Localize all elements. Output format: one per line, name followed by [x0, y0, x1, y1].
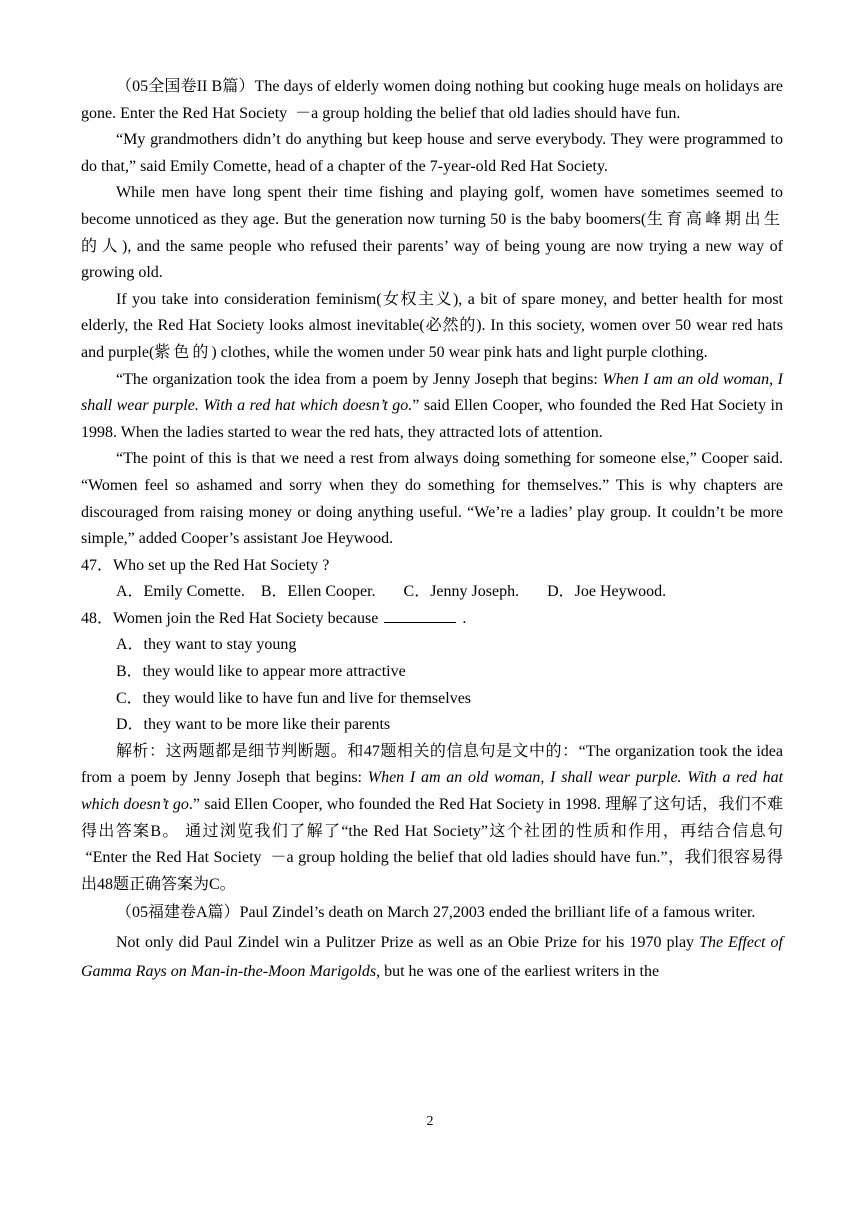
- document-body: [81, 74, 783, 987]
- passage1-paragraph-2: “My grandmothers didn’t do anything but keep house and serve everybody. They were programmed to do that,” said Emily Comette, head of a chapter of the 7-year-old Red Hat Society.: [81, 131, 783, 175]
- passage1-paragraph-6: “The point of this is that we need a rest from always doing something for someone else,” Cooper said. “Women feel so ashamed and sorry when they do something for themselves.” This is why chapters are discouraged from raising money or doing anything useful. “We’re a ladies’ play group. It couldn’t be more simple,” added Cooper’s assistant Joe Heywood.: [81, 450, 783, 548]
- question-text: 48．Women join the Red Hat Society because: [81, 609, 379, 627]
- question-48-stem: [81, 606, 783, 633]
- analysis-paragraph: [81, 739, 783, 899]
- question-47-options: A．Emily Comette. B．Ellen Cooper. C．Jenny Joseph. D．Joe Heywood.: [116, 583, 667, 601]
- poem-quote: When I am an old woman, I shall wear purple. With a red hat which doesn’t go: [81, 769, 784, 814]
- paragraph-text: but he was one of the earliest writers in the: [380, 963, 660, 981]
- question-48-option-c: C．they would like to have fun and live for themselves: [116, 689, 472, 707]
- paragraph-text: ). In this society, women over 50 wear red hats and purple(: [81, 317, 783, 361]
- page-number: 2: [426, 1114, 434, 1129]
- chinese-gloss: 紫色的: [154, 343, 212, 361]
- chinese-gloss: 女权主义: [381, 290, 453, 308]
- source-label: （05福建卷A篇）: [116, 904, 240, 922]
- passage2-paragraph-2: [81, 928, 783, 987]
- passage1-paragraph-4: [81, 287, 783, 367]
- paragraph-text: While men have long spent their time fishing and playing golf, women have sometimes seemed to become unnoticed as they age. But the generation now turning 50 is the baby boomers(: [81, 184, 783, 228]
- chinese-gloss: 生育高峰期出生的人: [81, 210, 783, 255]
- answer-blank: [384, 608, 456, 623]
- poem-quote: When I am an old woman, I shall wear purple. With a red hat which doesn’t go.: [81, 370, 784, 415]
- paragraph-text: “The organization took the idea from a poem by Jenny Joseph that begins:: [116, 370, 603, 388]
- analysis-text: .” said Ellen Cooper, who founded the Red Hat Society in 1998. 理解了这句话，我们不难得出答案B。 通过浏览我们了解了“the Red Hat Society”这个社团的性质和作用，再结合信息句 “Enter the Red Hat Society －a group holding the belief that old ladies should have fun.”，我们很容易得出48题正确答案为C。: [81, 796, 783, 893]
- analysis-text: 解析：这两题都是细节判断题。和47题相关的信息句是文中的：“The organization took the idea from a poem by Jenny Joseph that begins:: [81, 742, 783, 787]
- paragraph-text: Paul Zindel’s death on March 27,2003 ended the brilliant life of a famous writer.: [239, 904, 756, 922]
- question-48-option-b: B．they would like to appear more attractive: [116, 663, 406, 681]
- chinese-gloss: 必然的: [424, 317, 477, 335]
- question-48-option-d: D．they want to be more like their parents: [116, 716, 391, 734]
- paragraph-text: ) clothes, while the women under 50 wear pink hats and light purple clothing.: [211, 343, 708, 361]
- passage1-paragraph-5: [81, 367, 783, 447]
- paragraph-text: ” said Ellen Cooper, who founded the Red Hat Society in 1998. When the ladies started to wear the red hats, they attracted lots of attention.: [81, 397, 783, 441]
- passage1-paragraph-1: [81, 74, 783, 127]
- question-47-stem: 47．Who set up the Red Hat Society ?: [81, 556, 330, 574]
- passage1-paragraph-3: [81, 180, 783, 286]
- source-label: （05全国卷II B篇）: [116, 78, 255, 95]
- paragraph-text: Not only did Paul Zindel win a Pulitzer Prize as well as an Obie Prize for his 1970 play: [116, 933, 700, 951]
- play-title: The Effect of Gamma Rays on Man-in-the-Moon Marigolds,: [81, 933, 784, 981]
- question-48-option-a: A．they want to stay young: [116, 636, 297, 654]
- question-text: .: [462, 609, 467, 627]
- paragraph-text: If you take into consideration feminism(: [116, 290, 382, 308]
- paragraph-text: ), a bit of spare money, and better health for most elderly, the Red Hat Society looks almost inevitable(: [81, 290, 784, 335]
- paragraph-text: ), and the same people who refused their parents’ way of being young are now trying a new way of growing old.: [81, 237, 783, 282]
- paragraph-text: The days of elderly women doing nothing but cooking huge meals on holidays are gone. Enter the Red Hat Society －a group holding the belief that old ladies should have fun.: [81, 78, 783, 122]
- passage2-paragraph-1: [81, 898, 783, 928]
